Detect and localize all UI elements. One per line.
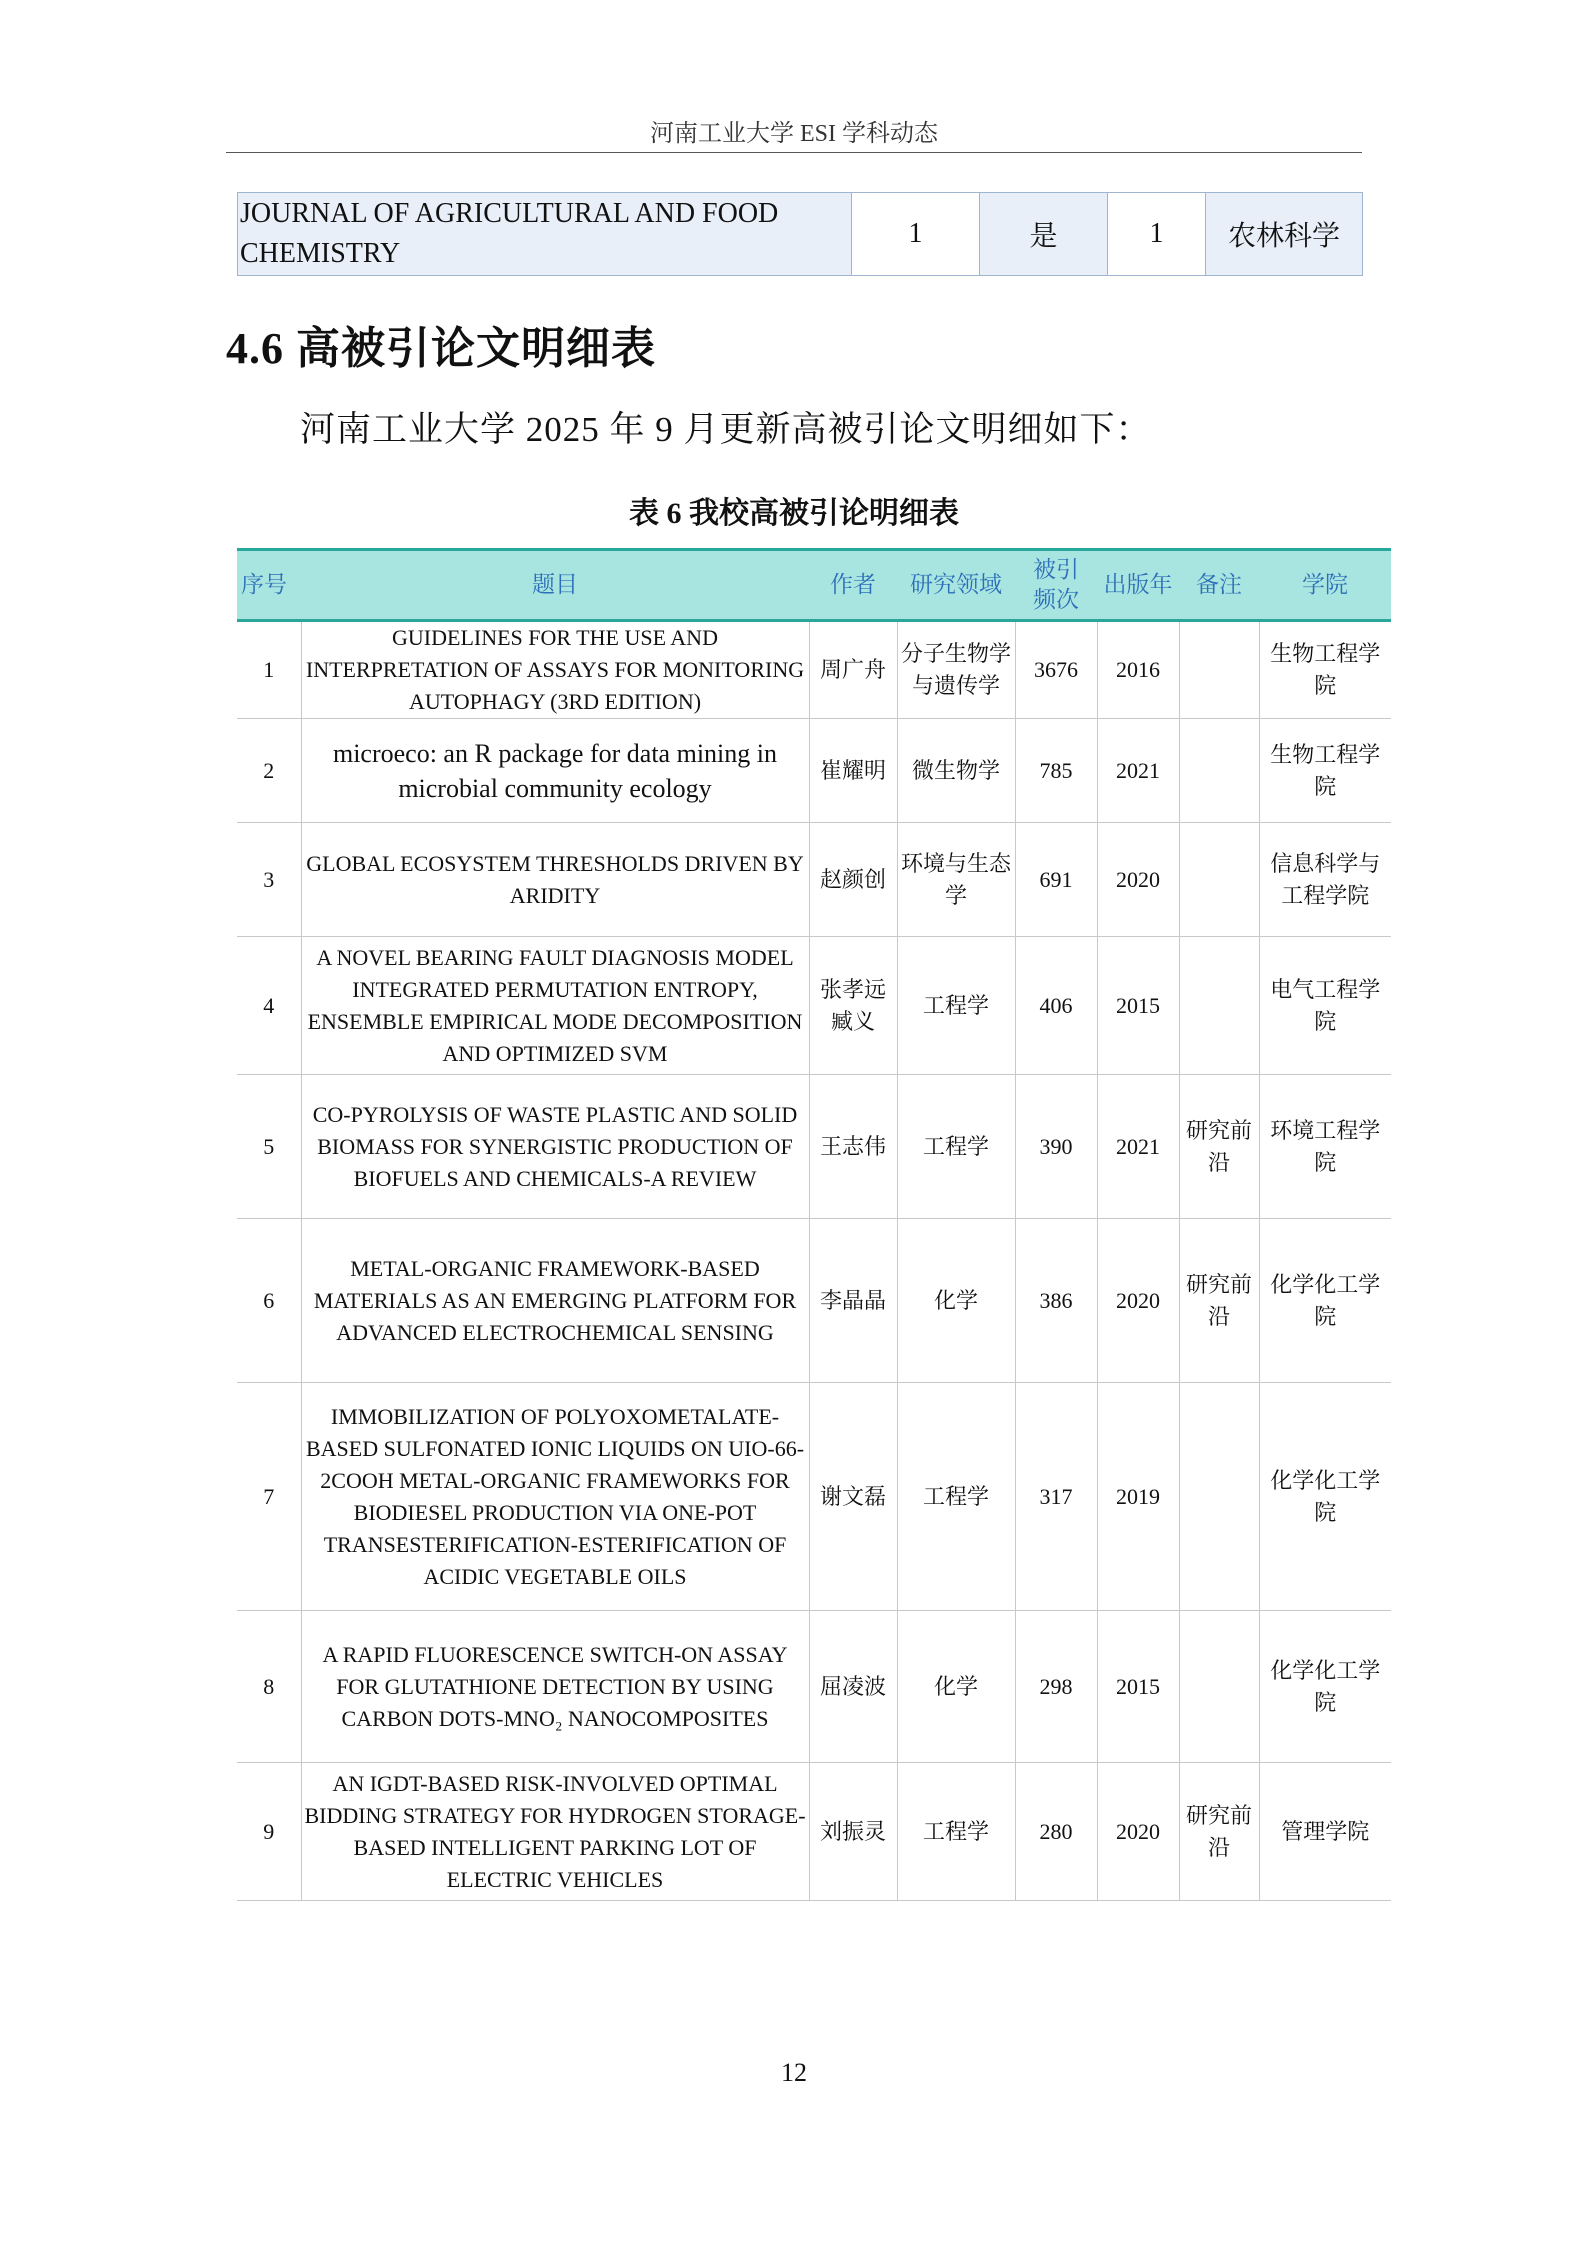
table-row <box>237 1763 1391 1901</box>
header-rule <box>226 152 1362 153</box>
cell-no: 6 <box>237 1219 301 1383</box>
cell-cites: 691 <box>1015 823 1097 937</box>
cell-school: 环境工程学院 <box>1259 1075 1391 1219</box>
continuation-table <box>237 192 1363 276</box>
cell-cites: 390 <box>1015 1075 1097 1219</box>
cell-no: 1 <box>237 621 301 719</box>
cell-title: AN IGDT-BASED RISK-INVOLVED OPTIMAL BIDDING STRATEGY FOR HYDROGEN STORAGE-BASED INTELLIGENT PARKING LOT OF ELECTRIC VEHICLES <box>301 1763 809 1901</box>
cell-author: 张孝远 臧义 <box>809 937 897 1075</box>
table-row <box>237 1383 1391 1611</box>
header-school: 学院 <box>1259 550 1391 621</box>
cell-year: 2021 <box>1097 719 1179 823</box>
cell-author: 李晶晶 <box>809 1219 897 1383</box>
cell-year: 2020 <box>1097 1219 1179 1383</box>
cell-note <box>1179 1383 1259 1611</box>
cell-no: 4 <box>237 937 301 1075</box>
journal-field: 农林科学 <box>1206 193 1363 276</box>
cell-field: 工程学 <box>897 1763 1015 1901</box>
cell-note <box>1179 1611 1259 1763</box>
journal-flag: 是 <box>980 193 1108 276</box>
cell-author: 赵颜创 <box>809 823 897 937</box>
cell-no: 2 <box>237 719 301 823</box>
cell-author: 周广舟 <box>809 621 897 719</box>
table-header-row <box>237 550 1391 621</box>
table-row <box>237 1075 1391 1219</box>
cell-cites: 785 <box>1015 719 1097 823</box>
cell-note: 研究前沿 <box>1179 1075 1259 1219</box>
cell-no: 3 <box>237 823 301 937</box>
header-cites: 被引频次 <box>1015 550 1097 621</box>
cell-cites: 3676 <box>1015 621 1097 719</box>
cell-year: 2015 <box>1097 937 1179 1075</box>
header-title: 题目 <box>301 550 809 621</box>
cell-cites: 317 <box>1015 1383 1097 1611</box>
cell-note: 研究前沿 <box>1179 1763 1259 1901</box>
intro-paragraph: 河南工业大学 2025 年 9 月更新高被引论文明细如下： <box>300 410 1152 449</box>
cell-school: 管理学院 <box>1259 1763 1391 1901</box>
cell-field: 化学 <box>897 1219 1015 1383</box>
table-row <box>237 1611 1391 1763</box>
cell-author: 刘振灵 <box>809 1763 897 1901</box>
table-row <box>237 719 1391 823</box>
cell-field: 工程学 <box>897 937 1015 1075</box>
cell-title: METAL-ORGANIC FRAMEWORK-BASED MATERIALS AS AN EMERGING PLATFORM FOR ADVANCED ELECTROCHEMICAL SENSING <box>301 1219 809 1383</box>
cell-cites: 386 <box>1015 1219 1097 1383</box>
cell-title: microeco: an R package for data mining in microbial community ecology <box>301 719 809 823</box>
header-field: 研究领域 <box>897 550 1015 621</box>
header-no: 序号 <box>237 550 301 621</box>
table-row <box>237 937 1391 1075</box>
cell-cites: 406 <box>1015 937 1097 1075</box>
header-year: 出版年 <box>1097 550 1179 621</box>
section-heading: 4.6 高被引论文明细表 <box>226 324 656 373</box>
running-header: 河南工业大学 ESI 学科动态 <box>650 121 938 147</box>
cell-note <box>1179 823 1259 937</box>
cell-year: 2021 <box>1097 1075 1179 1219</box>
cell-author: 王志伟 <box>809 1075 897 1219</box>
cell-field: 环境与生态学 <box>897 823 1015 937</box>
cell-year: 2020 <box>1097 823 1179 937</box>
table-caption: 表 6 我校高被引论明细表 <box>629 497 959 530</box>
cell-school: 化学化工学院 <box>1259 1611 1391 1763</box>
cell-year: 2016 <box>1097 621 1179 719</box>
cell-school: 信息科学与工程学院 <box>1259 823 1391 937</box>
cell-no: 9 <box>237 1763 301 1901</box>
cell-title: A RAPID FLUORESCENCE SWITCH-ON ASSAY FOR GLUTATHIONE DETECTION BY USING CARBON DOTS-MNO₂ NANOCOMPOSITES <box>301 1611 809 1763</box>
cell-title: IMMOBILIZATION OF POLYOXOMETALATE-BASED SULFONATED IONIC LIQUIDS ON UIO-66-2COOH METAL-ORGANIC FRAMEWORKS FOR BIODIESEL PRODUCTION VIA ONE-POT TRANSESTERIFICATION-ESTERIFICATION OF ACIDIC VEGETABLE OILS <box>301 1383 809 1611</box>
cell-school: 生物工程学院 <box>1259 621 1391 719</box>
cell-title: CO-PYROLYSIS OF WASTE PLASTIC AND SOLID BIOMASS FOR SYNERGISTIC PRODUCTION OF BIOFUELS AND CHEMICALS-A REVIEW <box>301 1075 809 1219</box>
cell-school: 化学化工学院 <box>1259 1219 1391 1383</box>
journal-name: JOURNAL OF AGRICULTURAL AND FOOD CHEMISTRY <box>238 193 852 276</box>
cell-field: 工程学 <box>897 1383 1015 1611</box>
header-author: 作者 <box>809 550 897 621</box>
table-row <box>237 1219 1391 1383</box>
cell-note: 研究前沿 <box>1179 1219 1259 1383</box>
table-row <box>237 823 1391 937</box>
cell-title: GUIDELINES FOR THE USE AND INTERPRETATION OF ASSAYS FOR MONITORING AUTOPHAGY (3RD EDITION) <box>301 621 809 719</box>
cell-note <box>1179 621 1259 719</box>
cell-field: 分子生物学与遗传学 <box>897 621 1015 719</box>
cell-no: 8 <box>237 1611 301 1763</box>
cell-cites: 280 <box>1015 1763 1097 1901</box>
table-row <box>237 621 1391 719</box>
cell-school: 化学化工学院 <box>1259 1383 1391 1611</box>
highly-cited-papers-table <box>237 548 1391 1901</box>
cell-note <box>1179 719 1259 823</box>
cell-field: 工程学 <box>897 1075 1015 1219</box>
cell-no: 5 <box>237 1075 301 1219</box>
cell-author: 崔耀明 <box>809 719 897 823</box>
cell-note <box>1179 937 1259 1075</box>
cell-author: 屈凌波 <box>809 1611 897 1763</box>
header-note: 备注 <box>1179 550 1259 621</box>
continuation-row <box>238 193 1363 276</box>
cell-author: 谢文磊 <box>809 1383 897 1611</box>
journal-count: 1 <box>852 193 980 276</box>
cell-school: 电气工程学院 <box>1259 937 1391 1075</box>
cell-title: GLOBAL ECOSYSTEM THRESHOLDS DRIVEN BY ARIDITY <box>301 823 809 937</box>
cell-cites: 298 <box>1015 1611 1097 1763</box>
cell-no: 7 <box>237 1383 301 1611</box>
table-body <box>237 621 1391 1901</box>
journal-count-2: 1 <box>1108 193 1206 276</box>
cell-field: 化学 <box>897 1611 1015 1763</box>
cell-year: 2015 <box>1097 1611 1179 1763</box>
cell-year: 2019 <box>1097 1383 1179 1611</box>
cell-year: 2020 <box>1097 1763 1179 1901</box>
page-number: 12 <box>781 2058 807 2087</box>
cell-school: 生物工程学院 <box>1259 719 1391 823</box>
cell-field: 微生物学 <box>897 719 1015 823</box>
cell-title: A NOVEL BEARING FAULT DIAGNOSIS MODEL INTEGRATED PERMUTATION ENTROPY, ENSEMBLE EMPIRICAL MODE DECOMPOSITION AND OPTIMIZED SVM <box>301 937 809 1075</box>
